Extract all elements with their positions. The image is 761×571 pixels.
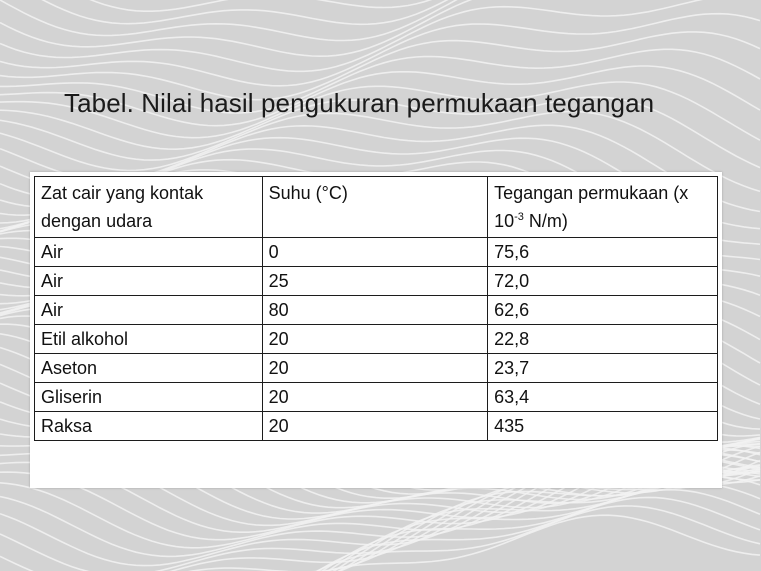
cell-substance: Etil alkohol <box>35 325 263 354</box>
cell-substance: Aseton <box>35 354 263 383</box>
wave-line <box>0 0 760 11</box>
wave-line <box>0 0 760 56</box>
cell-substance: Air <box>35 267 263 296</box>
cell-temperature: 0 <box>262 238 487 267</box>
cell-temperature: 25 <box>262 267 487 296</box>
cell-temperature: 20 <box>262 354 487 383</box>
wave-line <box>0 0 760 41</box>
table-row <box>35 325 718 354</box>
cell-temperature: 20 <box>262 412 487 441</box>
cell-surface-tension: 23,7 <box>488 354 718 383</box>
header-substance: Zat cair yang kontak dengan udara <box>35 177 263 238</box>
header-surface-tension-exponent: -3 <box>514 211 524 223</box>
cell-substance: Air <box>35 238 263 267</box>
cell-surface-tension: 22,8 <box>488 325 718 354</box>
cell-temperature: 80 <box>262 296 487 325</box>
cell-temperature: 20 <box>262 383 487 412</box>
table-row <box>35 412 718 441</box>
table-row <box>35 238 718 267</box>
table-header-row <box>35 177 718 238</box>
slide-title: Tabel. Nilai hasil pengukuran permukaan tegangan <box>64 88 655 118</box>
cell-surface-tension: 72,0 <box>488 267 718 296</box>
cell-surface-tension: 75,6 <box>488 238 718 267</box>
wave-line <box>0 497 760 571</box>
cell-surface-tension: 435 <box>488 412 718 441</box>
cell-substance: Air <box>35 296 263 325</box>
header-temperature: Suhu (°C) <box>262 177 487 238</box>
data-table <box>34 176 718 441</box>
header-surface-tension-suffix: N/m) <box>523 211 568 231</box>
cell-temperature: 20 <box>262 325 487 354</box>
cell-substance: Gliserin <box>35 383 263 412</box>
header-surface-tension <box>488 177 718 238</box>
header-surface-tension-prefix: Tegangan permukaan (x 10 <box>494 183 689 231</box>
cell-surface-tension: 63,4 <box>488 383 718 412</box>
cell-substance: Raksa <box>35 412 263 441</box>
table-row <box>35 354 718 383</box>
table-row <box>35 267 718 296</box>
cell-surface-tension: 62,6 <box>488 296 718 325</box>
table-row <box>35 296 718 325</box>
table-container <box>30 172 722 488</box>
table-row <box>35 383 718 412</box>
